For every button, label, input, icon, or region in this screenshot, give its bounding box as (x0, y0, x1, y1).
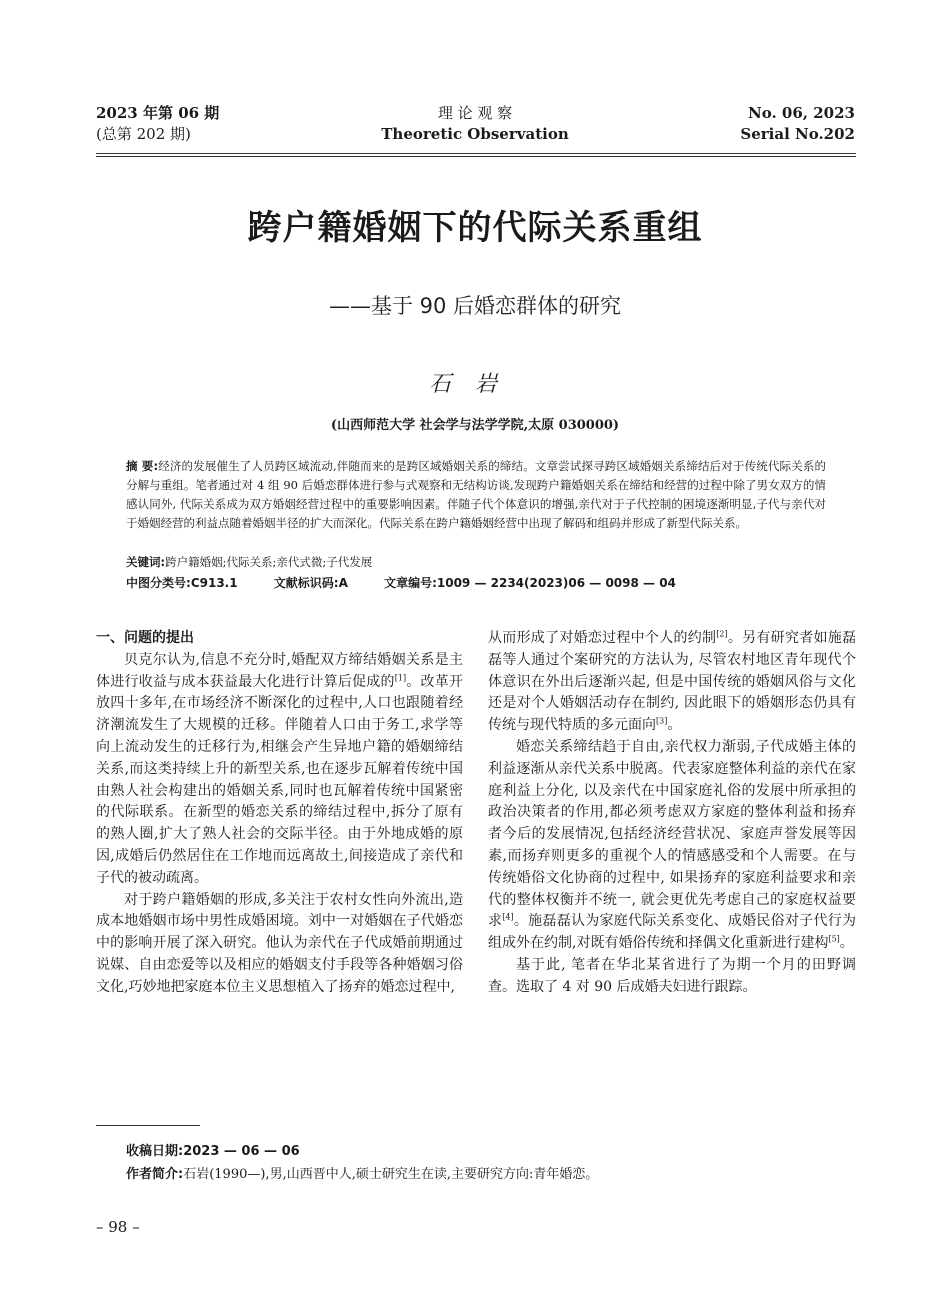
paragraph: 从而形成了对婚恋过程中个人的约制[2]。另有研究者如施磊磊等人通过个案研究的方法认为, 尽管农村地区青年现代个体意识在外出后逐渐兴起, 但是中国传统的婚姻风俗与文化还是对个人婚姻活动存在制约, 因此眼下的婚姻形态仍具有传统与现代特质的多元面向[3]。 (488, 629, 857, 734)
doc-code-field: 文献标识码:A (273, 576, 348, 590)
paragraph: 基于此, 笔者在华北某省进行了为期一个月的田野调查。选取了 4 对 90 后成婚夫妇进行跟踪。 (488, 956, 856, 995)
header-rule-double (96, 156, 856, 157)
paragraph: 婚恋关系缔结趋于自由,亲代权力渐弱,子代成婚主体的利益逐渐从亲代关系中脱离。代表家庭整体利益的亲代在家庭利益上分化, 以及亲代在中国家庭礼俗的发展中所承担的政治决策者的作用,都必须考虑双方家庭的整体利益和扬弃者今后的发展情况,包括经济经营状况、家庭声誉发展等因素,而扬弃则更多的重视个人的情感感受和个人需要。在与传统婚俗文化协商的过程中, 如果扬弃的家庭利益要求和亲代的整体权衡并不统一, 就会更优先考虑自己的家庭权益要求[4]。施磊磊认为家庭代际关系变化、成婚民俗对子代行为组成外在约制,对既有婚俗传统和择偶文化重新进行建构[5]。 (488, 738, 857, 952)
issue-number-en: No. 06, 2023 (748, 104, 855, 122)
citation-ref: [2] (716, 629, 728, 639)
page-number: – 98 – (96, 1218, 140, 1236)
article-number-field: 文章编号:1009 — 2234(2023)06 — 0098 — 04 (384, 576, 676, 590)
author-name: 石岩 (428, 372, 521, 397)
citation-ref: [1] (394, 672, 407, 682)
header-rule (96, 153, 856, 154)
article-subtitle: ——基于 90 后婚恋群体的研究 (328, 294, 622, 318)
citation-ref: [4] (502, 912, 514, 922)
abstract-text: 经济的发展催生了人员跨区域流动,伴随而来的是跨区域婚姻关系的缔结。文章尝试探寻跨区域婚姻关系缔结后对于传统代际关系的分解与重组。笔者通过对 4 组 90 后婚恋群体进行参与式观察和无结构访谈,发现跨户籍婚姻关系在缔结和经营的过程中除了男女双方的情感认同外, 代际关系成为双方婚姻经营过程中的重要影响因素。伴随子代个体意识的增强,亲代对于子代控制的困境逐渐明显,子代与亲代对于婚姻经营的利益点随着婚姻半径的扩大而深化。代际关系在跨户籍婚姻经营中出现了解码和组码并形成了新型代际关系。 (126, 459, 826, 530)
abstract-label: 摘 要: (126, 459, 159, 473)
citation-ref: [5] (828, 934, 840, 944)
citation-ref: [3] (656, 716, 668, 726)
keywords-label: 关键词: (126, 555, 166, 569)
classification-row (126, 574, 826, 591)
journal-name-en: Theoretic Observation (381, 125, 569, 143)
journal-name-cn: 理 论 观 察 (437, 104, 513, 122)
keywords (126, 553, 826, 572)
section-heading: 一、问题的提出 (96, 630, 194, 646)
author-affiliation: (山西师范大学 社会学与法学学院,太原 030000) (330, 418, 620, 433)
serial-number-en: Serial No.202 (740, 125, 855, 143)
clc-field: 中图分类号:C913.1 (126, 576, 238, 590)
issue-info-right (740, 103, 855, 145)
body-column-right (488, 628, 856, 999)
article-title: 跨户籍婚姻下的代际关系重组 (247, 208, 703, 248)
paragraph: 对于跨户籍婚姻的形成,多关注于农村女性向外流出,造成本地婚姻市场中男性成婚困境。刘中一对婚姻在子代婚恋中的影响开展了深入研究。他认为亲代在子代成婚前期通过说媒、自由恋爱等以及相应的婚姻支付手段等各种婚姻习俗文化,巧妙地把家庭本位主义思想植入了扬弃的婚恋过程中, (96, 891, 463, 995)
issue-number: 2023 年第 06 期 (96, 104, 220, 122)
serial-number-cn: (总第 202 期) (96, 125, 191, 143)
body-column-left (96, 628, 463, 999)
footnote-rule (96, 1125, 200, 1126)
paragraph: 贝克尔认为,信息不充分时,婚配双方缔结婚姻关系是主体进行收益与成本获益最大化进行计算后促成的[1]。改革开放四十多年,在市场经济不断深化的过程中,人口也跟随着经济潮流发生了大规模的迁移。伴随着人口由于务工,求学等向上流动发生的迁移行为,相继会产生异地户籍的婚姻缔结关系,而这类持续上升的新型关系,也在逐步瓦解着传统中国由熟人社会构建出的婚姻关系,同时也瓦解着传统中国紧密的代际联系。在新型的婚恋关系的缔结过程中,拆分了原有的熟人圈,扩大了熟人社会的交际半径。由于外地成婚的原因,成婚后仍然居住在工作地而远离故土,间接造成了亲代和子代的被动疏离。 (96, 651, 463, 886)
keywords-text: 跨户籍婚姻;代际关系;亲代式微;子代发展 (165, 555, 373, 569)
abstract (126, 457, 826, 533)
received-date: 收稿日期:2023 — 06 — 06 (126, 1144, 300, 1159)
author-bio: 作者简介:石岩(1990—),男,山西晋中人,硕士研究生在读,主要研究方向:青年婚恋。 (126, 1167, 599, 1182)
